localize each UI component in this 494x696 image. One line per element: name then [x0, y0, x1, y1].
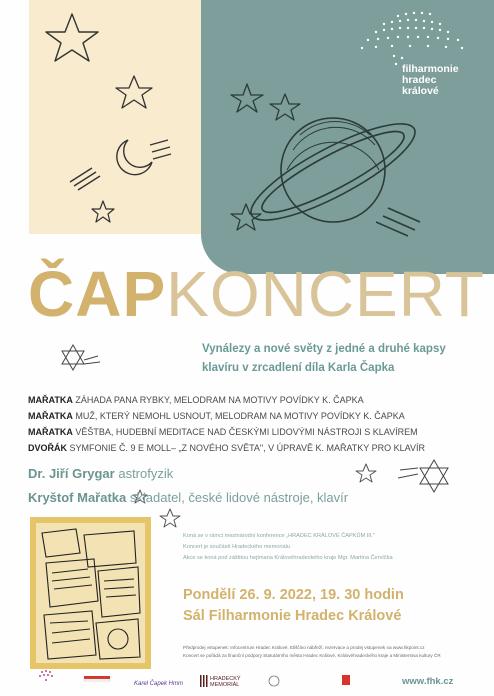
- star-icon: [270, 94, 300, 120]
- date-venue: [183, 585, 404, 627]
- event-venue: Sál Filharmonie Hradec Králové: [183, 608, 402, 624]
- star-icon: [46, 14, 98, 61]
- star-icon: [160, 509, 180, 527]
- performer-name: Kryštof Mařatka: [28, 490, 127, 505]
- sponsor-logo-memorial: MEMORIÁL: [210, 682, 240, 688]
- sponsor-logo-hradecky: HRADECKÝ: [210, 676, 241, 682]
- subtitle-line: klavíru v zrcadlení díla Karla Čapka: [202, 362, 395, 374]
- logo-line: hradec: [402, 74, 437, 86]
- logo-line: filharmonie: [402, 63, 459, 75]
- smallprint-line: Předprodej vstupenek: Infocentrum Hradec Králové, Eliščino nábřeží, rezervace a prodej vstupenek na www.hkpoint.cz: [183, 645, 425, 650]
- event-date: Pondělí 26. 9. 2022, 19. 30 hodin: [183, 587, 404, 603]
- star-icon: [116, 76, 152, 108]
- program-item: [28, 408, 425, 424]
- title-part-light: KONCERT: [166, 258, 485, 330]
- smallprint-line: Koncert se pořádá za finanční podpory Statutárního města Hradec Králové, Královéhradeckého kraje a Ministerstva kultury ČR: [183, 653, 441, 658]
- info-line: Akce se koná pod záštitou hejtmana Královéhradeckého kraje Mgr. Martina Červíčka: [183, 555, 393, 561]
- title-part-bold: ČAP: [28, 258, 167, 330]
- performers: [28, 462, 348, 510]
- event-info: [183, 531, 393, 564]
- sponsor-logo-crest-icon: [342, 675, 350, 685]
- program-list: [28, 392, 425, 456]
- program-item: [28, 424, 425, 440]
- sponsor-logo-circle-icon: [269, 676, 279, 686]
- program-piece: VĚŠTBA, HUDEBNÍ MEDITACE NAD ČESKÝMI LIDOVÝMI NÁSTROJI S KLAVÍREM: [75, 427, 418, 437]
- star-icon: [231, 204, 261, 230]
- star-of-david-icon: [398, 460, 448, 492]
- sponsor-logo-dots-icon: [39, 670, 53, 681]
- book-cover-image: [30, 517, 151, 669]
- performer: [28, 486, 348, 510]
- performer: [28, 462, 348, 486]
- program-composer: MAŘATKA: [28, 411, 73, 421]
- moon-icon: [70, 140, 171, 190]
- dots-logo-icon: [361, 12, 463, 65]
- program-composer: MAŘATKA: [28, 427, 73, 437]
- logo-line: králové: [402, 85, 439, 97]
- star-icon: [92, 201, 114, 222]
- program-piece: MUŽ, KTERÝ NEMOHL USNOUT, MELODRAM NA MOTIVY POVÍDKY K. ČAPKA: [75, 411, 405, 421]
- subtitle-line: Vynálezy a nové světy z jedné a druhé kapsy: [202, 343, 446, 355]
- sponsor-logo-memorial-icon: [200, 675, 208, 687]
- info-line: Koná se v rámci mezinárodní konference „HRADEC KRÁLOVÉ ČAPKŮM III.": [183, 533, 375, 539]
- page-title: [28, 258, 485, 330]
- subtitle: [202, 340, 482, 378]
- website-link[interactable]: www.fhk.cz: [402, 676, 454, 687]
- program-composer: MAŘATKA: [28, 395, 73, 405]
- program-piece: ZÁHADA PANA RYBKY, MELODRAM NA MOTIVY POVÍDKY K. ČAPKA: [75, 395, 364, 405]
- program-piece: SYMFONIE Č. 9 E MOLL– „Z NOVÉHO SVĚTA", V ÚPRAVĚ K. MAŘATKY PRO KLAVÍR: [69, 443, 425, 453]
- filharmonie-logo[interactable]: [402, 64, 459, 97]
- star-icon: [356, 464, 376, 482]
- program-item: [28, 392, 425, 408]
- sponsor-logo-flag-icon: [84, 676, 110, 681]
- performer-role: skladatel, české lidové nástroje, klavír: [129, 490, 349, 505]
- info-line: Koncert je součástí Hradeckého memoriálu: [183, 544, 290, 550]
- star-icon: [231, 84, 263, 112]
- star-of-david-icon: [62, 345, 100, 370]
- planet-icon: [241, 108, 426, 237]
- performer-role: astrofyzik: [118, 466, 174, 481]
- book-cover-art: [36, 523, 145, 663]
- program-item: [28, 440, 425, 456]
- sponsor-logo-capek: Karel Čapek Hmm: [134, 681, 184, 687]
- smallprint: [183, 644, 441, 660]
- program-composer: DVOŘÁK: [28, 443, 68, 453]
- performer-name: Dr. Jiří Grygar: [28, 466, 115, 481]
